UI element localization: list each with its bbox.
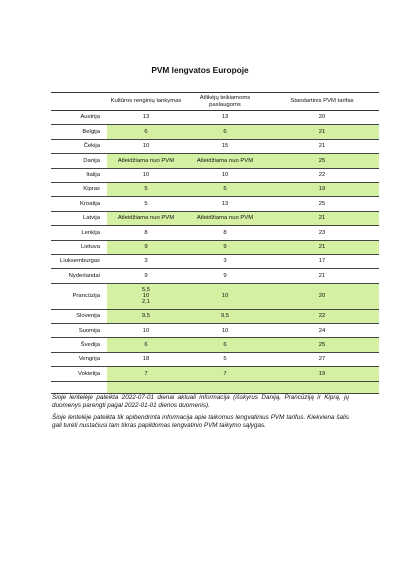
country-cell: Liuksemburgas [51,254,107,268]
standard-rate-cell: 21 [265,139,379,153]
standard-rate-cell: 23 [265,226,379,240]
country-cell: Vokietija [51,367,107,381]
country-cell: Lietuva [51,240,107,254]
table-row [51,309,379,323]
table-row [51,352,379,366]
table-row [51,240,379,254]
standard-rate-cell: 22 [265,168,379,182]
notes [52,394,349,433]
standard-rate-cell: 25 [265,154,379,168]
culture-rate-cell: 6 [107,125,185,139]
note-paragraph: Šioje lentelėje pateikta 2022-07-01 dienai aktuali informacija (išskyrus Daniją, Prancūziją ir Kiprą, jų duomenys parengti pagal 2022-01-01 dienos duomenis). [52,394,349,410]
country-cell: Italija [51,168,107,182]
country-cell: Kroatija [51,197,107,211]
culture-rate-cell: 10 [107,168,185,182]
standard-rate-cell: 27 [265,352,379,366]
country-cell: Danija [51,154,107,168]
vat-table [51,92,379,394]
culture-rate-cell: 3 [107,254,185,268]
performers-rate-cell: 10 [185,283,265,309]
table-row [51,211,379,225]
culture-rate-cell: 8 [107,226,185,240]
table-header-row [51,93,379,111]
empty-cell [51,381,107,393]
empty-cell [265,381,379,393]
performers-rate-cell: Atleidžiama nuo PVM [185,211,265,225]
performers-rate-cell: 15 [185,139,265,153]
table-row [51,154,379,168]
performers-rate-cell: 9 [185,240,265,254]
performers-rate-cell: 10 [185,324,265,338]
country-cell: Čekija [51,139,107,153]
performers-rate-cell: 13 [185,197,265,211]
culture-rate-cell: 18 [107,352,185,366]
performers-rate-cell: 13 [185,111,265,125]
performers-rate-cell: 9 [185,269,265,283]
country-cell: Vengrija [51,352,107,366]
performers-rate-cell: 9,5 [185,309,265,323]
table-row [51,269,379,283]
column-header-performers: Atlikėjų teikiamoms paslaugoms [185,93,265,111]
culture-rate-cell: 6 [107,338,185,352]
table-row [51,324,379,338]
culture-rate-cell: 5,5 10 2,1 [107,283,185,309]
culture-rate-cell: Atleidžiama nuo PVM [107,154,185,168]
performers-rate-cell: 5 [185,182,265,196]
column-header-culture: Kultūros renginių lankymas [107,93,185,111]
standard-rate-cell: 21 [265,125,379,139]
country-cell: Nyderlandai [51,269,107,283]
column-header-standard: Standartinis PVM tarifas [265,93,379,111]
table-row [51,111,379,125]
performers-rate-cell: Atleidžiama nuo PVM [185,154,265,168]
culture-rate-cell: 5 [107,197,185,211]
table-body [51,111,379,394]
culture-rate-cell: Atleidžiama nuo PVM [107,211,185,225]
page-title: PVM lengvatos Europoje [151,65,249,75]
country-cell: Kipras [51,182,107,196]
performers-rate-cell: 6 [185,338,265,352]
standard-rate-cell: 21 [265,240,379,254]
country-cell: Latvija [51,211,107,225]
standard-rate-cell: 19 [265,182,379,196]
table-row [51,168,379,182]
performers-rate-cell: 3 [185,254,265,268]
table-row [51,197,379,211]
table-row [51,226,379,240]
performers-rate-cell: 7 [185,367,265,381]
standard-rate-cell: 20 [265,111,379,125]
performers-rate-cell: 5 [185,352,265,366]
culture-rate-cell: 9,5 [107,309,185,323]
standard-rate-cell: 21 [265,211,379,225]
standard-rate-cell: 19 [265,367,379,381]
column-header-country [51,93,107,111]
standard-rate-cell: 20 [265,283,379,309]
empty-cell [107,381,185,393]
country-cell: Prancūzija [51,283,107,309]
standard-rate-cell: 17 [265,254,379,268]
table-row [51,139,379,153]
performers-rate-cell: 10 [185,168,265,182]
table-row [51,367,379,381]
country-cell: Suomija [51,324,107,338]
country-cell: Belgija [51,125,107,139]
standard-rate-cell: 25 [265,197,379,211]
culture-rate-cell: 10 [107,139,185,153]
performers-rate-cell: 8 [185,226,265,240]
table-row [51,283,379,309]
culture-rate-cell: 5 [107,182,185,196]
culture-rate-cell: 7 [107,367,185,381]
table-row [51,125,379,139]
table-row [51,254,379,268]
culture-rate-cell: 13 [107,111,185,125]
culture-rate-cell: 10 [107,324,185,338]
note-paragraph: Šioje lentelėje pateikta tik apibendrinta informacija apie taikomus lengvatinius PVM tarifus. Kiekviena šalis gali turėti nustačiusi tam tikras papildomas lengvatinio PVM taikymo sąlygas. [52,413,349,429]
standard-rate-cell: 21 [265,269,379,283]
table-row-empty [51,381,379,393]
country-cell: Slovenija [51,309,107,323]
empty-cell [185,381,265,393]
country-cell: Švedija [51,338,107,352]
table-row [51,338,379,352]
standard-rate-cell: 25 [265,338,379,352]
culture-rate-cell: 9 [107,269,185,283]
country-cell: Austrija [51,111,107,125]
standard-rate-cell: 24 [265,324,379,338]
country-cell: Lenkija [51,226,107,240]
table-row [51,182,379,196]
culture-rate-cell: 9 [107,240,185,254]
standard-rate-cell: 22 [265,309,379,323]
performers-rate-cell: 6 [185,125,265,139]
